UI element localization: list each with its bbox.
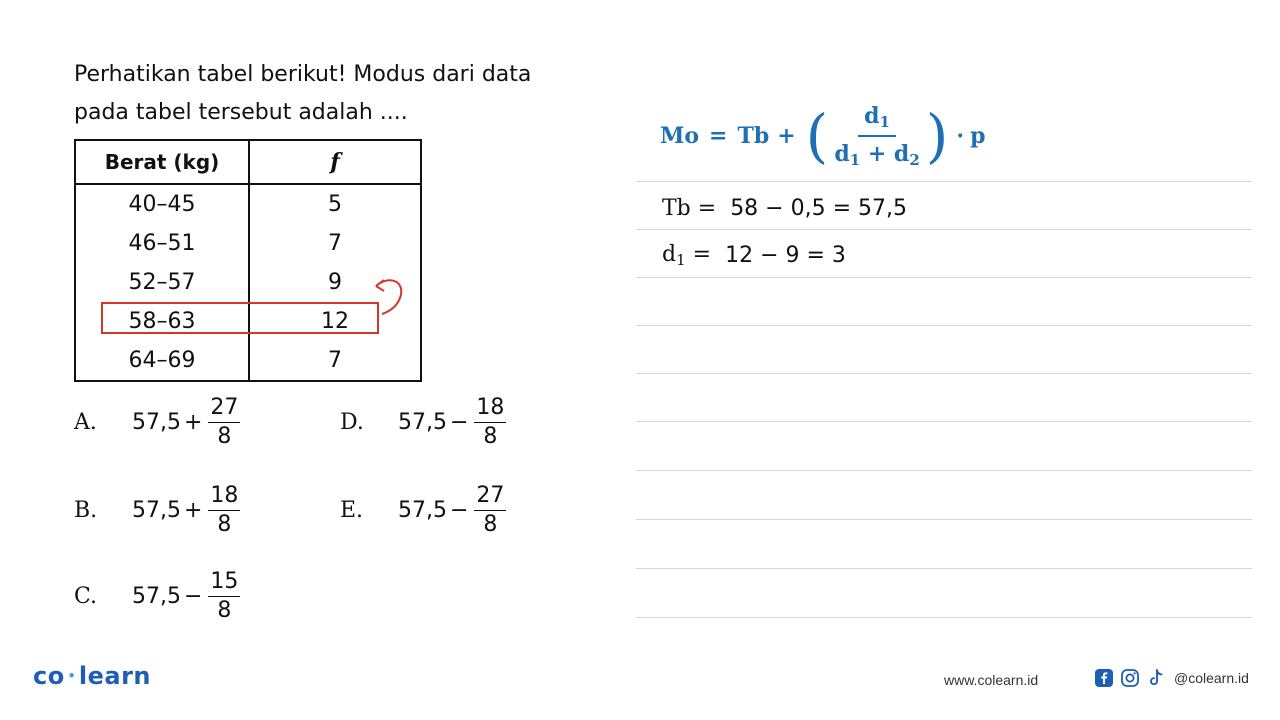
- table-header-row: [75, 140, 421, 184]
- d1-equals: =: [692, 241, 712, 267]
- formula-denominator: [834, 137, 919, 169]
- den-d2: d: [893, 141, 910, 167]
- fraction-denominator: 8: [483, 511, 498, 537]
- fraction-denominator: 8: [483, 423, 498, 449]
- table-row: [75, 184, 421, 224]
- formula-left-paren: (: [805, 102, 829, 170]
- work-line-tb: [662, 188, 907, 228]
- fraction-numerator: 15: [208, 570, 240, 597]
- social-handle[interactable]: @colearn.id: [1174, 670, 1249, 686]
- question-line-2: pada tabel tersebut adalah ....: [74, 100, 408, 125]
- option-letter: C.: [74, 583, 98, 609]
- option-operator: −: [183, 583, 203, 609]
- option-base: 57,5: [132, 497, 181, 523]
- table-row: [75, 224, 421, 263]
- option-e[interactable]: [340, 480, 506, 540]
- option-base: 57,5: [398, 409, 447, 435]
- formula-lhs: Mo: [660, 123, 700, 149]
- social-links: [1094, 668, 1249, 688]
- curved-arrow-icon: [372, 270, 408, 320]
- option-operator: −: [449, 497, 469, 523]
- formula-numerator: [858, 103, 896, 137]
- fraction-denominator: 8: [217, 511, 232, 537]
- ruled-line: [636, 568, 1252, 569]
- mode-formula: [660, 100, 985, 172]
- fraction-numerator: 27: [208, 396, 240, 423]
- logo-left: co: [33, 662, 65, 690]
- ruled-line: [636, 617, 1252, 618]
- question-line-1: Perhatikan tabel berikut! Modus dari data: [74, 62, 532, 87]
- work-d1-label: [662, 242, 711, 269]
- option-a[interactable]: [74, 392, 240, 452]
- num-sub: 1: [879, 113, 890, 131]
- cell-class: 64–69: [75, 341, 249, 381]
- ruled-line: [636, 470, 1252, 471]
- modal-class-highlight: [101, 302, 379, 334]
- table-row: [75, 263, 421, 302]
- cell-class: 52–57: [75, 263, 249, 302]
- option-fraction: [474, 484, 506, 537]
- work-d1-expression: 12 − 9 = 3: [725, 242, 846, 268]
- ruled-line: [636, 421, 1252, 422]
- cell-class: 58–63: [75, 302, 249, 341]
- d1-letter: d: [662, 241, 677, 267]
- fraction-denominator: 8: [217, 423, 232, 449]
- formula-fraction: [834, 103, 919, 169]
- frequency-table: [74, 139, 422, 382]
- cell-frequency: 12: [249, 302, 421, 341]
- formula-equals: =: [709, 123, 728, 149]
- facebook-icon[interactable]: [1094, 668, 1114, 688]
- cell-frequency: 7: [249, 224, 421, 263]
- den-sub1: 1: [849, 151, 861, 169]
- ruled-line: [636, 181, 1252, 182]
- den-plus: +: [867, 141, 887, 167]
- cell-class: 46–51: [75, 224, 249, 263]
- fraction-numerator: 27: [474, 484, 506, 511]
- instagram-icon[interactable]: [1120, 668, 1140, 688]
- header-frequency: f: [249, 140, 421, 184]
- option-base: 57,5: [398, 497, 447, 523]
- formula-tb: Tb: [737, 123, 770, 149]
- option-letter: B.: [74, 497, 98, 523]
- cell-frequency: 7: [249, 341, 421, 381]
- work-line-d1: [662, 235, 846, 275]
- work-tb-expression: 58 − 0,5 = 57,5: [730, 195, 907, 221]
- colearn-logo: [33, 662, 151, 690]
- option-fraction: [208, 484, 240, 537]
- formula-plus: +: [777, 123, 796, 149]
- option-operator: +: [183, 497, 203, 523]
- ruled-line: [636, 519, 1252, 520]
- ruled-line: [636, 325, 1252, 326]
- option-fraction: [474, 396, 506, 449]
- fraction-numerator: 18: [474, 396, 506, 423]
- formula-right-paren: ): [925, 102, 949, 170]
- cell-frequency: 9: [249, 263, 421, 302]
- tiktok-icon[interactable]: [1146, 668, 1166, 688]
- option-b[interactable]: [74, 480, 240, 540]
- ruled-line: [636, 373, 1252, 374]
- question-text: [74, 56, 574, 132]
- option-base: 57,5: [132, 409, 181, 435]
- option-operator: +: [183, 409, 203, 435]
- option-d[interactable]: [340, 392, 506, 452]
- option-letter: E.: [340, 497, 364, 523]
- ruled-line: [636, 229, 1252, 230]
- num-d: d: [864, 103, 880, 129]
- footer-url[interactable]: www.colearn.id: [944, 672, 1039, 688]
- option-fraction: [208, 570, 240, 623]
- den-d1: d: [834, 141, 850, 167]
- ruled-line: [636, 277, 1252, 278]
- option-fraction: [208, 396, 240, 449]
- option-operator: −: [449, 409, 469, 435]
- option-letter: D.: [340, 409, 364, 435]
- cell-class: 40–45: [75, 184, 249, 224]
- header-weight: Berat (kg): [75, 140, 249, 184]
- logo-right: learn: [78, 662, 152, 690]
- fraction-denominator: 8: [217, 597, 232, 623]
- option-c[interactable]: [74, 566, 240, 626]
- option-base: 57,5: [132, 583, 181, 609]
- table-row: [75, 341, 421, 381]
- fraction-numerator: 18: [208, 484, 240, 511]
- den-sub2: 2: [909, 151, 920, 169]
- cell-frequency: 5: [249, 184, 421, 224]
- formula-p: p: [970, 123, 986, 149]
- work-tb-label: Tb =: [662, 195, 717, 221]
- formula-dot: ·: [956, 123, 965, 149]
- logo-dot: •: [67, 669, 76, 683]
- option-letter: A.: [74, 409, 97, 435]
- d1-sub: 1: [676, 250, 686, 269]
